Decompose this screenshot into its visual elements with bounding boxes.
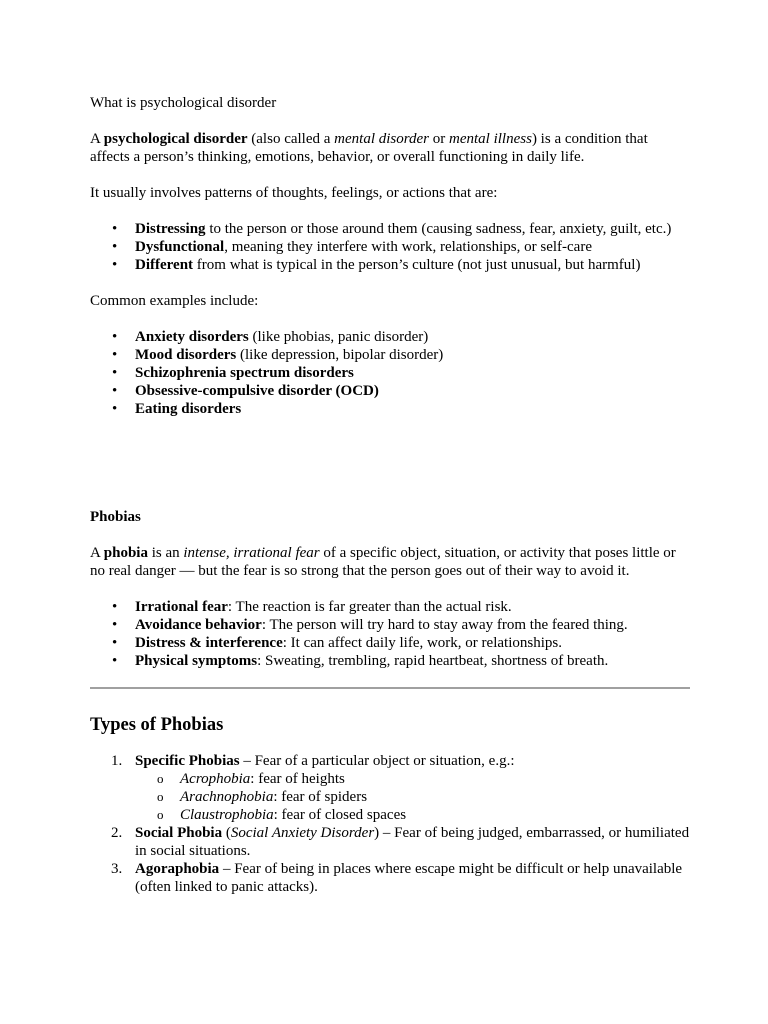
- phobia-traits-list: [90, 598, 690, 670]
- list-item: • Anxiety disorders (like phobias, panic disorder): [90, 328, 690, 346]
- list-item: o Acrophobia: fear of heights: [157, 771, 345, 787]
- list-item: • Schizophrenia spectrum disorders: [90, 364, 690, 382]
- list-item: 3. Agoraphobia – Fear of being in places where escape might be difficult or help unavailable (often linked to panic attacks).: [111, 861, 683, 895]
- disorder-definition: A psychological disorder (also called a mental disorder or mental illness) is a condition that affects a person’s thinking, emotions, behavior, or overall functioning in daily life.: [90, 131, 648, 165]
- list-item: • Avoidance behavior: The person will try hard to stay away from the feared thing.: [90, 616, 690, 634]
- list-item: • Irrational fear: The reaction is far greater than the actual risk.: [90, 598, 690, 616]
- specific-phobias-sublist: [135, 770, 690, 824]
- document-body: [90, 94, 690, 896]
- term-phobia: phobia: [103, 545, 148, 561]
- types-heading: Types of Phobias: [90, 715, 224, 735]
- patterns-list: [90, 220, 690, 274]
- list-item: o Arachnophobia: fear of spiders: [157, 789, 368, 805]
- types-list: [90, 752, 690, 896]
- list-item: • Dysfunctional, meaning they interfere with work, relationships, or self-care: [90, 238, 690, 256]
- phobia-definition: A phobia is an intense, irrational fear of a specific object, situation, or activity that poses little or no real danger — but the fear is so strong that the person goes out of their way to avoid it.: [90, 545, 676, 579]
- intro-title: What is psychological disorder: [90, 95, 277, 111]
- list-item: • Different from what is typical in the person’s culture (not just unusual, but harmful): [90, 256, 690, 274]
- term-psychological-disorder: psychological disorder: [103, 131, 248, 147]
- list-item: • Eating disorders: [90, 400, 690, 418]
- list-item: • Physical symptoms: Sweating, trembling, rapid heartbeat, shortness of breath.: [90, 652, 690, 670]
- phobias-heading: Phobias: [90, 509, 141, 525]
- list-item: • Distressing to the person or those around them (causing sadness, fear, anxiety, guilt, etc.): [90, 220, 690, 238]
- list-item: • Mood disorders (like depression, bipolar disorder): [90, 346, 690, 364]
- list-item: • Distress & interference: It can affect daily life, work, or relationships.: [90, 634, 690, 652]
- patterns-intro: It usually involves patterns of thoughts, feelings, or actions that are:: [90, 185, 498, 201]
- list-item: 2. Social Phobia (Social Anxiety Disorder) – Fear of being judged, embarrassed, or humiliated in social situations.: [111, 825, 690, 859]
- list-item: 1. Specific Phobias – Fear of a particular object or situation, e.g.: o Acrophobia: fear of heights o Arachnophobia: fear of spiders o Claustrophobia: fear of closed spaces: [90, 752, 690, 824]
- list-item: o Claustrophobia: fear of closed spaces: [157, 807, 407, 823]
- list-item: • Obsessive-compulsive disorder (OCD): [90, 382, 690, 400]
- examples-list: [90, 328, 690, 418]
- examples-intro: Common examples include:: [90, 293, 259, 309]
